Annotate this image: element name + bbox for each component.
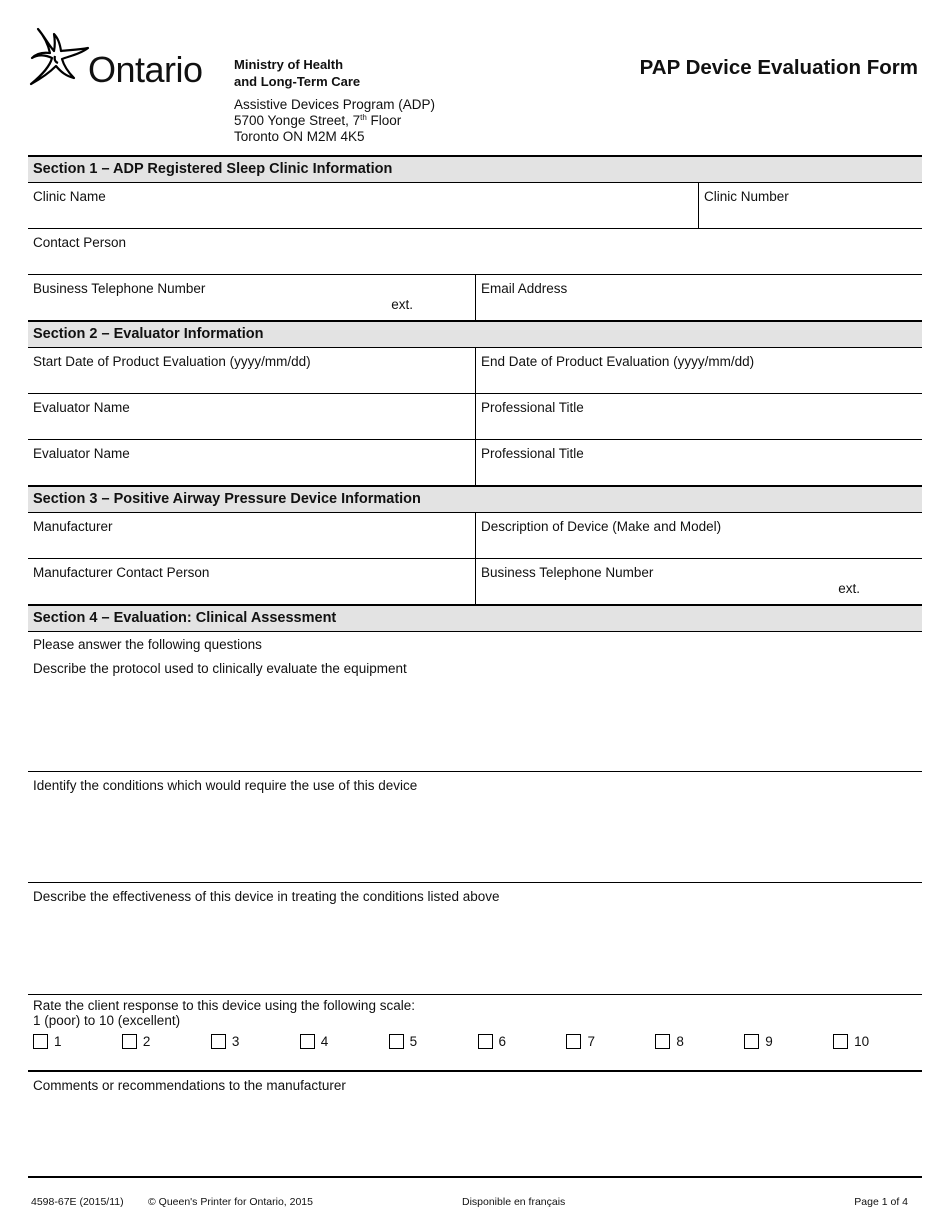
manufacturer-contact-label: Manufacturer Contact Person [33,565,210,580]
professional-title-field-1[interactable] [475,394,922,439]
dates-row [28,348,922,394]
evaluator-row-1 [28,394,922,440]
manufacturer-phone-ext-label: ext. [838,581,860,596]
rating-option-1[interactable] [33,1034,122,1049]
rating-option-5[interactable] [389,1034,478,1049]
copyright-notice: © Queen's Printer for Ontario, 2015 [148,1196,313,1208]
protocol-label: Describe the protocol used to clinically evaluate the equipment [33,661,407,676]
end-date-field[interactable] [475,348,922,393]
rating-checkbox[interactable] [33,1034,48,1049]
conditions-field[interactable] [28,772,922,883]
clinic-phone-ext-label: ext. [391,297,413,312]
page-footer [28,1176,922,1216]
contact-row [28,229,922,275]
device-description-field[interactable] [475,513,922,558]
start-date-label: Start Date of Product Evaluation (yyyy/mm/dd) [33,354,311,369]
rating-checkbox[interactable] [744,1034,759,1049]
form-header [28,26,922,154]
professional-title-field-2[interactable] [475,440,922,485]
rating-option-label: 10 [854,1034,870,1049]
clinic-row [28,183,922,229]
contact-person-label: Contact Person [33,235,127,250]
section-1-header: Section 1 – ADP Registered Sleep Clinic Information [28,155,922,183]
rating-option-label: 3 [231,1034,240,1049]
rating-instructions: Rate the client response to this device using the following scale: [33,998,415,1013]
form-title: PAP Device Evaluation Form [639,56,918,79]
manufacturer-row [28,513,922,559]
rating-option-6[interactable] [478,1034,567,1049]
rating-block [28,995,922,1072]
rating-checkbox[interactable] [566,1034,581,1049]
contact-person-field[interactable] [28,229,922,274]
rating-option-10[interactable] [833,1034,922,1049]
effectiveness-field[interactable] [28,883,922,995]
manufacturer-contact-field[interactable] [28,559,475,604]
rating-option-9[interactable] [744,1034,833,1049]
ministry-name: Ministry of Health and Long-Term Care [234,57,361,89]
evaluator-name-label: Evaluator Name [33,446,130,461]
comments-field[interactable] [28,1072,922,1183]
start-date-field[interactable] [28,348,475,393]
section-2-header: Section 2 – Evaluator Information [28,320,922,348]
clinic-name-field[interactable] [28,183,698,228]
rating-option-3[interactable] [211,1034,300,1049]
rating-option-label: 6 [498,1034,507,1049]
clinic-phone-field[interactable] [28,275,475,320]
effectiveness-label: Describe the effectiveness of this device in treating the conditions listed above [33,889,500,904]
comments-label: Comments or recommendations to the manufacturer [33,1078,346,1093]
manufacturer-contact-row [28,559,922,604]
professional-title-label: Professional Title [481,400,584,415]
rating-scale-description: 1 (poor) to 10 (excellent) [33,1013,181,1028]
rating-option-4[interactable] [300,1034,389,1049]
rating-option-8[interactable] [655,1034,744,1049]
french-availability: Disponible en français [462,1196,566,1208]
rating-option-label: 5 [409,1034,418,1049]
page-number: Page 1 of 4 [854,1196,908,1208]
rating-checkbox[interactable] [300,1034,315,1049]
trillium-icon [28,26,90,88]
clinic-name-label: Clinic Name [33,189,106,204]
rating-option-label: 4 [320,1034,329,1049]
professional-title-label: Professional Title [481,446,584,461]
rating-checkbox[interactable] [211,1034,226,1049]
conditions-label: Identify the conditions which would require the use of this device [33,778,418,793]
form-body [28,155,922,1183]
section-3-header: Section 3 – Positive Airway Pressure Device Information [28,485,922,513]
manufacturer-phone-label: Business Telephone Number [481,565,654,580]
manufacturer-label: Manufacturer [33,519,113,534]
manufacturer-field[interactable] [28,513,475,558]
clinic-phone-label: Business Telephone Number [33,281,206,296]
rating-checkbox[interactable] [478,1034,493,1049]
evaluator-name-field-2[interactable] [28,440,475,485]
clinic-email-field[interactable] [475,275,922,320]
clinic-number-label: Clinic Number [704,189,789,204]
ontario-logo [28,26,208,92]
section-4-header: Section 4 – Evaluation: Clinical Assessment [28,604,922,632]
end-date-label: End Date of Product Evaluation (yyyy/mm/dd) [481,354,755,369]
device-description-label: Description of Device (Make and Model) [481,519,722,534]
rating-checkbox[interactable] [389,1034,404,1049]
protocol-field[interactable] [28,656,922,772]
clinic-email-label: Email Address [481,281,568,296]
rating-option-label: 1 [54,1034,62,1049]
rating-option-label: 9 [765,1034,773,1049]
rating-scale [33,1034,922,1049]
program-address: Assistive Devices Program (ADP) 5700 Yonge Street, 7th Floor Toronto ON M2M 4K5 [234,97,436,144]
ontario-wordmark: Ontario [88,49,203,90]
rating-checkbox[interactable] [122,1034,137,1049]
rating-checkbox[interactable] [655,1034,670,1049]
instructions-text: Please answer the following questions [33,637,262,652]
evaluator-name-field-1[interactable] [28,394,475,439]
evaluator-row-2 [28,440,922,485]
rating-option-label: 7 [587,1034,595,1049]
rating-option-label: 2 [142,1034,151,1049]
rating-option-2[interactable] [122,1034,211,1049]
form-number: 4598-67E (2015/11) [31,1196,124,1208]
rating-checkbox[interactable] [833,1034,848,1049]
clinic-number-field[interactable] [698,183,922,228]
rating-option-label: 8 [676,1034,684,1049]
rating-option-7[interactable] [566,1034,655,1049]
evaluator-name-label: Evaluator Name [33,400,130,415]
phone-email-row [28,275,922,320]
manufacturer-phone-field[interactable] [475,559,922,604]
